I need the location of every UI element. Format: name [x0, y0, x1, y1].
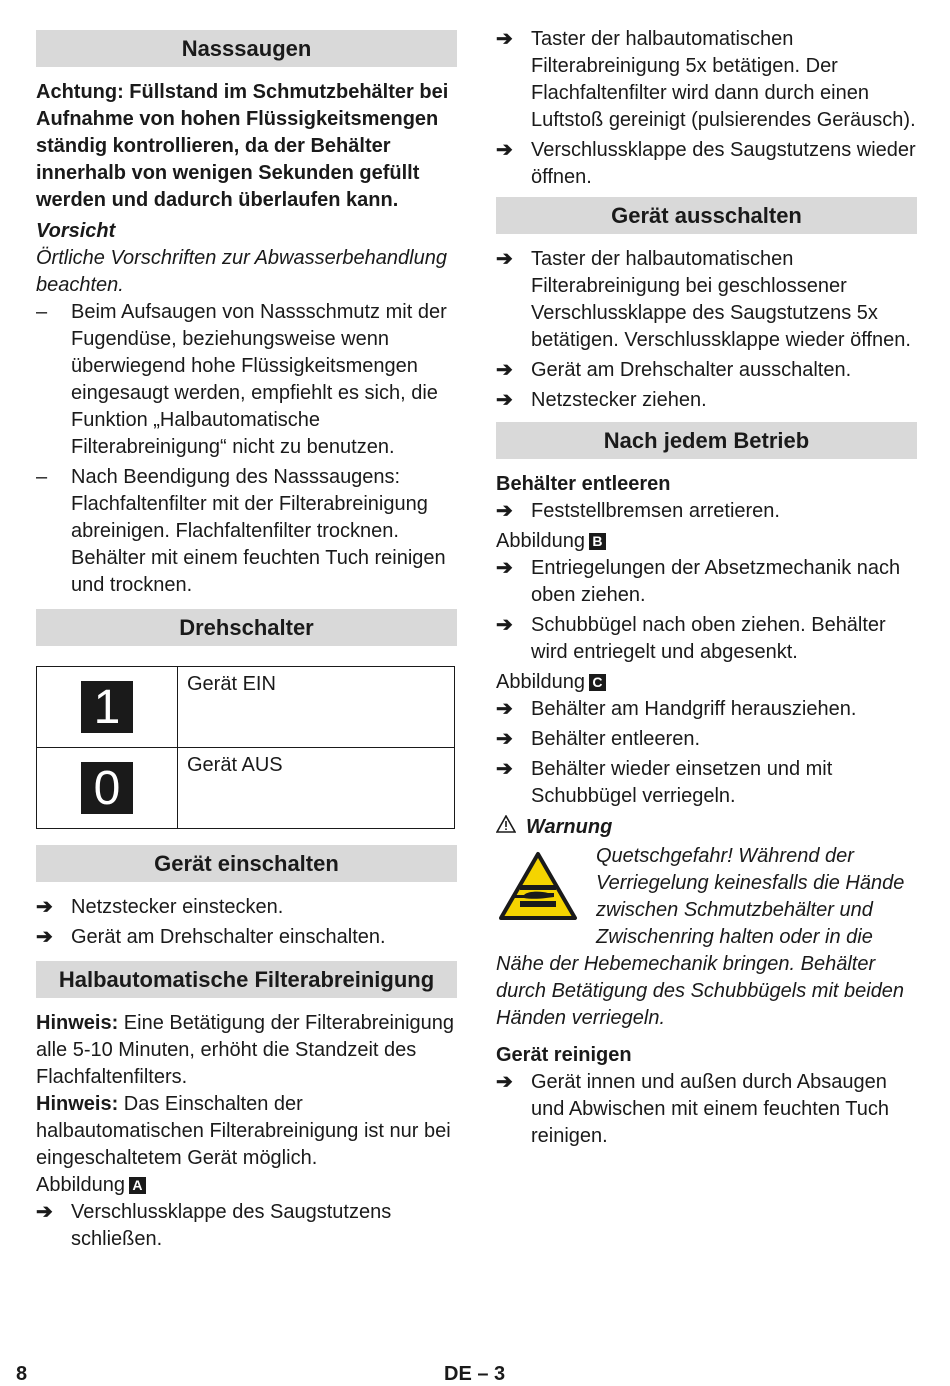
switch-table [36, 666, 455, 829]
table-row [37, 748, 455, 829]
section-heading-nach-betrieb: Nach jedem Betrieb [496, 422, 917, 459]
arrow-right-icon: ➔ [496, 698, 513, 720]
list-item: ➔ Schubbügel nach oben ziehen. Behälter wird entriegelt und abgesenkt. [496, 614, 886, 663]
switch-on-label: Gerät EIN [178, 667, 455, 748]
warning-block [496, 843, 917, 1032]
arrow-right-icon: ➔ [36, 1201, 53, 1223]
arrow-right-icon: ➔ [496, 28, 513, 50]
right-column [496, 26, 917, 1153]
list-item: ➔ Gerät am Drehschalter ausschalten. [496, 357, 917, 384]
arrow-right-icon: ➔ [496, 614, 513, 636]
list-item: ➔ Taster der halbautomatischen Filterabreinigung 5x betätigen. Der Flachfaltenfilter wird dann durch einen Luftstoß gereinigt (pulsierendes Geräusch). [496, 28, 916, 131]
section-heading-drehschalter: Drehschalter [36, 609, 457, 646]
left-column [36, 26, 457, 1256]
list-item: ➔ Feststellbremsen arretieren. [496, 498, 917, 525]
list-item: ➔ Gerät innen und außen durch Absaugen und Abwischen mit einem feuchten Tuch reinigen. [496, 1071, 889, 1147]
subheading-behaelter-entleeren: Behälter entleeren [496, 473, 671, 495]
list-item: ➔ Netzstecker ziehen. [496, 387, 917, 414]
arrow-right-icon: ➔ [496, 557, 513, 579]
page-label: DE – 3 [444, 1363, 506, 1385]
subheading-geraet-reinigen: Gerät reinigen [496, 1044, 632, 1066]
list-item: ➔ Entriegelungen der Absetzmechanik nach oben ziehen. [496, 557, 901, 606]
arrow-right-icon: ➔ [36, 896, 53, 918]
list-item: ➔ Netzstecker einstecken. [36, 894, 457, 921]
list-item: – Beim Aufsaugen von Nassschmutz mit der Fugendüse, beziehungsweise wenn überwiegend hohe Flüssigkeitsmengen eingesaugt werden, empfiehlt es sich, die Funktion „Halbautomatische Filterabreinigung“ nicht zu benutzen. [36, 301, 447, 458]
arrow-right-icon: ➔ [496, 248, 513, 270]
list-item: – Nach Beendigung des Nasssaugens: Flachfaltenfilter mit der Filterabreinigung abreinigen. Flachfaltenfilter trocknen. Behälter mit einem feuchten Tuch reinigen und trocknen. [36, 466, 446, 596]
warning-text: Quetschgefahr! Während der Verriegelung keinesfalls die Hände zwischen Schmutzbehälter und Zwischenring halten oder in die Nähe der Hebemechanik bringen. Behälter durch Betätigung des Schubbügels mit beiden Händen verriegeln. [496, 845, 905, 1029]
caution-text: Örtliche Vorschriften zur Abwasserbehandlung beachten. [36, 247, 447, 296]
switch-on-symbol: 1 [81, 681, 133, 733]
arrow-right-icon: ➔ [496, 758, 513, 780]
arrow-right-icon: ➔ [496, 139, 513, 161]
arrow-right-icon: ➔ [496, 389, 513, 411]
hint-2: Hinweis: Das Einschalten der halbautomatischen Filterabreinigung ist nur bei eingeschaltetem Gerät möglich. [36, 1093, 451, 1169]
list-item: ➔ Behälter wieder einsetzen und mit Schubbügel verriegeln. [496, 758, 833, 807]
arrow-right-icon: ➔ [496, 500, 513, 522]
figure-reference-b: Abbildung B [496, 528, 917, 555]
figure-letter-b: B [589, 533, 606, 550]
figure-reference-c: Abbildung C [496, 669, 917, 696]
table-row [37, 667, 455, 748]
list-item: ➔ Verschlussklappe des Saugstutzens wieder öffnen. [496, 139, 916, 188]
figure-letter-a: A [129, 1177, 146, 1194]
attention-note: Achtung: Füllstand im Schmutzbehälter bei Aufnahme von hohen Flüssigkeitsmengen ständig kontrollieren, da der Behälter innerhalb von wenigen Sekunden gefüllt werden und dadurch überlaufen kann. [36, 81, 449, 211]
list-item: ➔ Verschlussklappe des Saugstutzens schließen. [36, 1201, 392, 1250]
switch-off-symbol: 0 [81, 762, 133, 814]
list-item: ➔ Behälter am Handgriff herausziehen. [496, 696, 917, 723]
warning-heading: Warnung [496, 814, 917, 841]
warning-triangle-icon [496, 814, 526, 841]
section-heading-einschalten: Gerät einschalten [36, 845, 457, 882]
hint-1: Hinweis: Eine Betätigung der Filterabreinigung alle 5-10 Minuten, erhöht die Standzeit des Flachfaltenfilters. [36, 1012, 455, 1088]
arrow-right-icon: ➔ [496, 1071, 513, 1093]
hand-crush-warning-icon [498, 851, 578, 921]
section-heading-nasssaugen: Nasssaugen [36, 30, 457, 67]
switch-off-label: Gerät AUS [178, 748, 455, 829]
section-heading-filterabreinigung: Halbautomatische Filterabreinigung [36, 961, 457, 998]
list-item: ➔ Gerät am Drehschalter einschalten. [36, 924, 457, 951]
list-item: ➔ Behälter entleeren. [496, 726, 917, 753]
page-number: 8 [16, 1363, 28, 1385]
list-item: ➔ Taster der halbautomatischen Filterabreinigung bei geschlossener Verschlussklappe des Saugstutzens 5x betätigen. Verschlussklappe wieder öffnen. [496, 248, 911, 351]
section-heading-ausschalten: Gerät ausschalten [496, 197, 917, 234]
caution-label: Vorsicht [36, 220, 116, 242]
arrow-right-icon: ➔ [496, 359, 513, 381]
figure-letter-c: C [589, 674, 606, 691]
arrow-right-icon: ➔ [496, 728, 513, 750]
figure-reference-a: Abbildung A [36, 1172, 457, 1199]
arrow-right-icon: ➔ [36, 926, 53, 948]
